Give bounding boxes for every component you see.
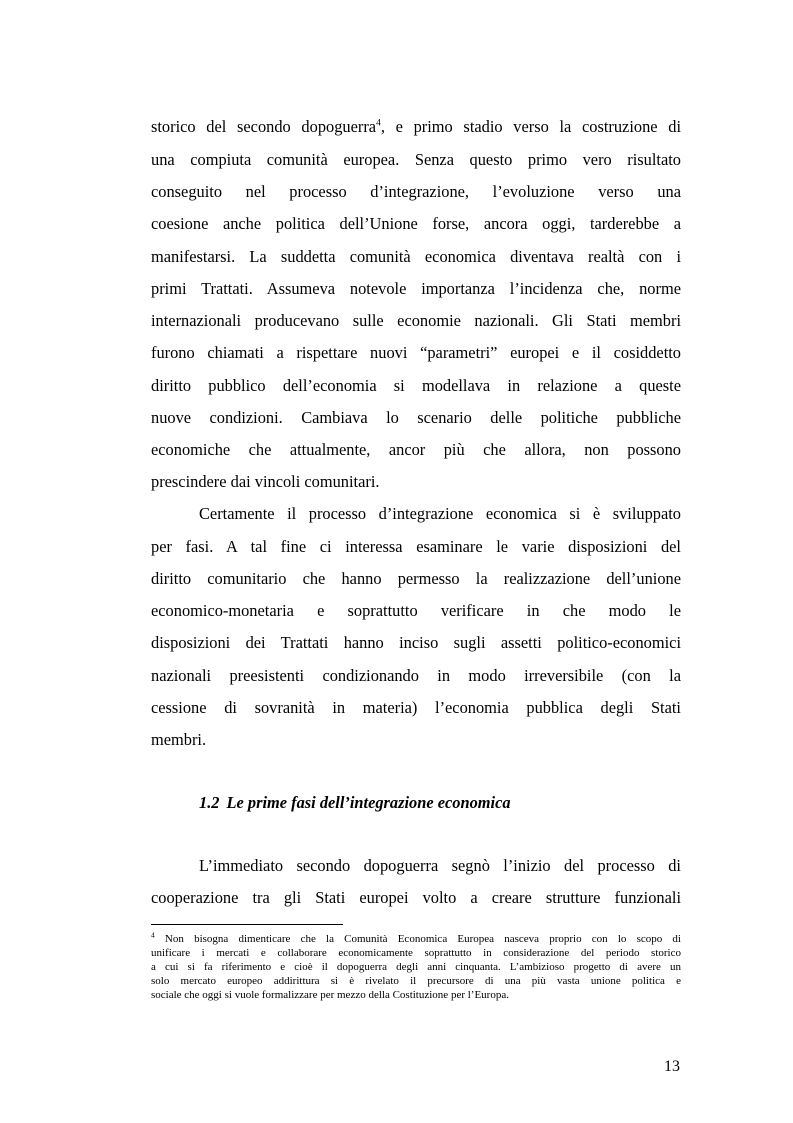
footnote-line: a cui si fa riferimento e cioè il dopoguerra degli anni cinquanta. L’ambizioso progetto di avere un [151, 961, 681, 973]
body-line: conseguito nel processo d’integrazione, l’evoluzione verso una [151, 182, 681, 201]
body-line: cooperazione tra gli Stati europei volto a creare strutture funzionali [151, 888, 681, 907]
footnote-line: unificare i mercati e collaborare economicamente soprattutto in considerazione del periodo storico [151, 947, 681, 959]
body-line: per fasi. A tal fine ci interessa esaminare le varie disposizioni del [151, 537, 681, 556]
section-title: Le prime fasi dell’integrazione economica [226, 793, 511, 812]
page-number: 13 [664, 1058, 680, 1075]
section-number: 1.2 [199, 793, 220, 812]
body-line: diritto comunitario che hanno permesso la realizzazione dell’unione [151, 569, 681, 588]
footnote-line: solo mercato europeo addirittura si è rivelato il precursore di una più vasta unione politica e [151, 975, 681, 987]
body-line: diritto pubblico dell’economia si modellava in relazione a queste [151, 376, 681, 395]
body-line: nuove condizioni. Cambiava lo scenario delle politiche pubbliche [151, 408, 681, 427]
body-line: internazionali producevano sulle economie nazionali. Gli Stati membri [151, 311, 681, 330]
body-line: storico del secondo dopoguerra$^4$, e primo stadio verso la costruzione di [151, 117, 681, 136]
body-line: nazionali preesistenti condizionando in modo irreversibile (con la [151, 666, 681, 685]
footnote-marker: 4 [151, 930, 155, 940]
body-line: prescindere dai vincoli comunitari. [151, 472, 380, 491]
body-line: L’immediato secondo dopoguerra segnò l’inizio del processo di [199, 856, 681, 875]
body-line: Certamente il processo d’integrazione economica si è sviluppato [199, 504, 681, 523]
body-line: primi Trattati. Assumeva notevole importanza l’incidenza che, norme [151, 279, 681, 298]
section-heading [199, 793, 511, 813]
body-line: economiche che attualmente, ancor più che allora, non possono [151, 440, 681, 459]
body-line: economico-monetaria e soprattutto verificare in che modo le [151, 601, 681, 620]
footnote-reference: 4 [376, 118, 381, 129]
body-line: membri. [151, 730, 207, 749]
body-line: una compiuta comunità europea. Senza questo primo vero risultato [151, 150, 681, 169]
body-line: manifestarsi. La suddetta comunità economica diventava realtà con i [151, 247, 681, 266]
body-line: furono chiamati a rispettare nuovi “parametri” europei e il cosiddetto [151, 343, 681, 362]
body-line: coesione anche politica dell’Unione forse, ancora oggi, tarderebbe a [151, 214, 681, 233]
body-line: cessione di sovranità in materia) l’economia pubblica degli Stati [151, 698, 681, 717]
footnote-line: $^4$ Non bisogna dimenticare che la Comunità Economica Europea nasceva proprio con lo scopo di [151, 930, 681, 945]
footnote-separator [151, 924, 343, 925]
footnote-line: sociale che oggi si vuole formalizzare per mezzo della Costituzione per l’Europa. [151, 989, 509, 1001]
body-line: disposizioni dei Trattati hanno inciso sugli assetti politico-economici [151, 633, 681, 652]
